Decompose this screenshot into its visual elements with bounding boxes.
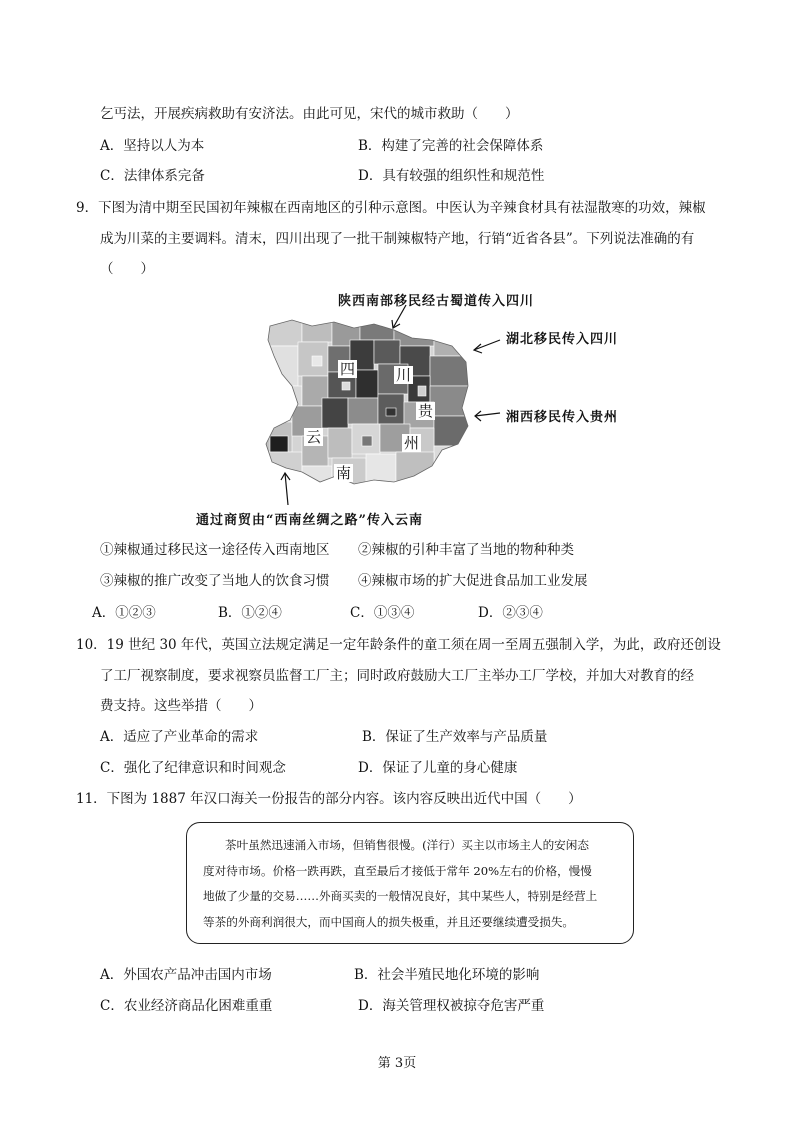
option-text: ①②③ (115, 605, 156, 621)
province-char-yun: 云 (306, 428, 322, 446)
map-image (262, 316, 470, 488)
option-key: B． (362, 729, 386, 745)
arrow-hubei (474, 340, 500, 350)
option-key: B． (218, 605, 242, 621)
quote-line: 茶叶虽然迅速涌入市场，但销售很慢。(洋行）买主以市场主人的安闲态 (225, 838, 589, 852)
option-key: C． (100, 998, 124, 1014)
map-label-hubei: 湖北移民传入四川 (506, 332, 619, 347)
option-text: ①②④ (241, 605, 282, 621)
option-key: C． (350, 605, 374, 621)
map-label-north: 陕西南部移民经古蜀道传入四川 (338, 294, 535, 309)
option-text: 外国农产品冲击国内市场 (123, 967, 272, 983)
option-key: A． (92, 605, 116, 621)
option-text: 保证了生产效率与产品质量 (385, 729, 548, 745)
option-key: B． (358, 138, 382, 154)
page-number: 第 3页 (377, 1056, 417, 1071)
option-key: A． (100, 138, 124, 154)
province-char-gui: 贵 (418, 402, 434, 420)
option-key: C． (100, 168, 124, 184)
southwest-china-map (262, 316, 470, 488)
q10-stem-line1: 10．19 世纪 30 年代，英国立法规定满足一定年龄条件的童工须在周一至周五强制入学，为此，政府还创设 (76, 637, 721, 653)
customs-report-quote (186, 822, 634, 944)
option-text: 农业经济商品化困难重重 (123, 998, 273, 1014)
map-label-yunnan: 通过商贸由“西南丝绸之路”传入云南 (196, 513, 423, 528)
option-text: 具有较强的组织性和规范性 (382, 168, 545, 184)
option-text: 海关管理权被掠夺危害严重 (382, 998, 545, 1014)
option-text: ②③④ (502, 605, 543, 621)
option-text: 强化了纪律意识和时间观念 (123, 760, 286, 776)
q9-statement-3: ③辣椒的推广改变了当地人的饮食习惯 (100, 573, 330, 589)
q9-option-a[interactable] (92, 603, 156, 623)
option-key: A． (100, 729, 124, 745)
option-text: ①③④ (373, 605, 415, 621)
q9-option-c[interactable] (350, 603, 414, 623)
q9-stem-line3: （ ） (100, 261, 154, 277)
q10-stem-line3: 费支持。这些举措（ ） (100, 698, 262, 714)
option-text: 构建了完善的社会保障体系 (381, 138, 544, 154)
q10-option-b[interactable] (362, 727, 547, 747)
option-text: 法律体系完备 (123, 168, 205, 184)
q11-stem: 11．下图为 1887 年汉口海关一份报告的部分内容。该内容反映出近代中国（ ） (76, 791, 582, 807)
option-key: D． (358, 760, 383, 776)
q11-option-d[interactable] (358, 996, 544, 1016)
option-key: A． (100, 967, 124, 983)
option-key: D． (358, 168, 383, 184)
quote-line: 地做了少量的交易……外商买卖的一般情况良好，其中某些人，特别是经营上 (203, 889, 598, 903)
q8-stem-tail: 乞丐法，开展疾病救助有安济法。由此可见，宋代的城市救助（ ） (100, 106, 519, 122)
province-char-zhou: 州 (404, 434, 420, 452)
option-text: 坚持以人为本 (123, 138, 205, 154)
q9-statement-2: ②辣椒的引种丰富了当地的物种种类 (358, 542, 574, 558)
q11-option-a[interactable] (100, 965, 272, 985)
quote-line: 等茶的外商利润很大，而中国商人的损失极重，并且还要继续遭受损失。 (203, 914, 575, 929)
q10-option-d[interactable] (358, 758, 517, 778)
option-key: D． (358, 998, 383, 1014)
q9-statement-4: ④辣椒市场的扩大促进食品加工业发展 (358, 573, 588, 589)
option-key: D． (478, 605, 503, 621)
q9-option-d[interactable] (478, 603, 543, 623)
q9-stem-line1: 9．下图为清中期至民国初年辣椒在西南地区的引种示意图。中医认为辛辣食材具有祛湿散寒的功效，辣椒 (76, 200, 706, 216)
option-text: 社会半殖民地化环境的影响 (377, 967, 540, 983)
q9-stem-line2: 成为川菜的主要调料。清末，四川出现了一批干制辣椒特产地，行销“近省各县”。下列说法准确的有 (100, 231, 695, 247)
province-char-nan: 南 (336, 464, 352, 482)
option-key: C． (100, 760, 124, 776)
province-char-si: 四 (340, 360, 356, 378)
q9-option-b[interactable] (218, 603, 282, 623)
option-text: 保证了儿童的身心健康 (382, 760, 518, 776)
q9-statement-1: ①辣椒通过移民这一途径传入西南地区 (100, 542, 330, 558)
q10-stem-line2: 了工厂视察制度，要求视察员监督工厂主；同时政府鼓励大工厂主举办工厂学校，并加大对教育的经 (100, 668, 694, 684)
province-char-chuan: 川 (396, 366, 412, 384)
q11-option-b[interactable] (354, 965, 539, 985)
option-text: 适应了产业革命的需求 (123, 729, 259, 745)
q10-option-a[interactable] (100, 727, 258, 747)
q10-option-c[interactable] (100, 758, 286, 778)
quote-line: 度对待市场。价格一跌再跌，直至最后才接低于常年 20%左右的价格，慢慢 (203, 863, 592, 878)
option-key: B． (354, 967, 378, 983)
q11-option-c[interactable] (100, 996, 272, 1016)
map-label-xiangxi: 湘西移民传入贵州 (506, 410, 619, 425)
